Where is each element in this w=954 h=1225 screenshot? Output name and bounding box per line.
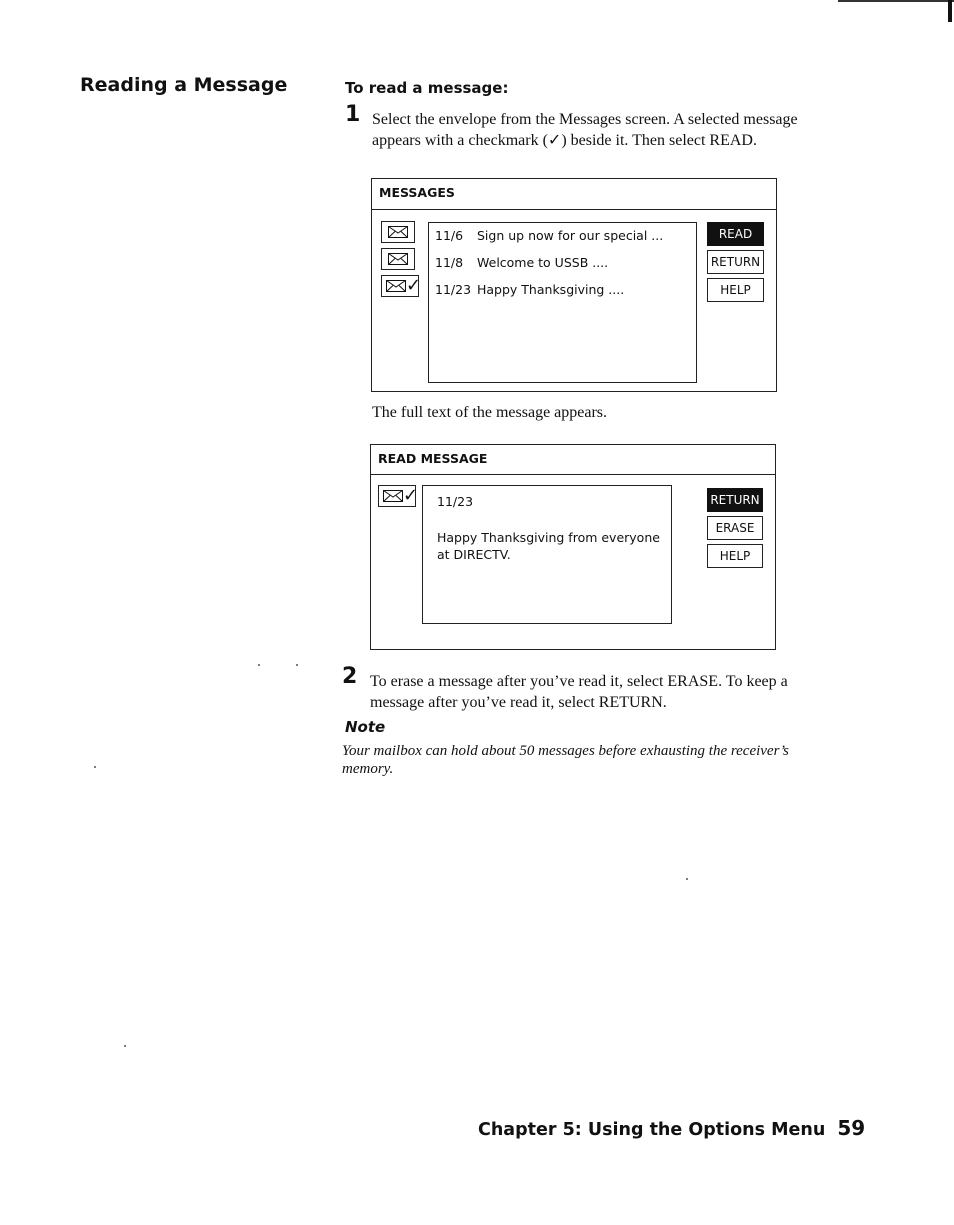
note-text: Your mailbox can hold about 50 messages before exhausting the receiver’s memory. xyxy=(342,743,789,777)
message-body-line-1: Happy Thanksgiving from everyone xyxy=(437,530,660,545)
message-envelope-2[interactable] xyxy=(381,248,415,270)
message-body-box xyxy=(422,485,672,624)
envelope-icon xyxy=(388,253,408,265)
step-1-text: Select the envelope from the Messages screen. A selected message appears with a checkmark (✓) beside it. Then select READ. xyxy=(372,111,798,149)
envelope-icon xyxy=(386,280,406,292)
erase-button[interactable]: ERASE xyxy=(707,516,763,540)
message-subject: Welcome to USSB .... xyxy=(477,255,609,270)
message-subject: Sign up now for our special ... xyxy=(477,228,664,243)
message-body-line-2: at DIRECTV. xyxy=(437,547,511,562)
page-footer xyxy=(478,1116,865,1140)
messages-screen-title: MESSAGES xyxy=(379,185,455,200)
help-button[interactable]: HELP xyxy=(707,278,764,302)
procedure-title: To read a message: xyxy=(345,79,509,97)
return-button[interactable]: RETURN xyxy=(707,250,764,274)
scan-speck xyxy=(124,1045,126,1047)
message-row-2[interactable] xyxy=(435,255,608,270)
read-button[interactable]: READ xyxy=(707,222,764,246)
full-text-caption: The full text of the message appears. xyxy=(372,404,608,421)
message-date: 11/6 xyxy=(435,228,464,243)
message-envelope-1[interactable] xyxy=(381,221,415,243)
message-row-3[interactable] xyxy=(435,282,624,297)
message-date: 11/8 xyxy=(435,255,464,270)
step-2-text: To erase a message after you’ve read it, select ERASE. To keep a message after you’ve read it, select RETURN. xyxy=(370,673,788,711)
help-button[interactable]: HELP xyxy=(707,544,763,568)
scan-speck xyxy=(296,664,298,666)
section-title: Reading a Message xyxy=(80,74,288,96)
read-screen-divider xyxy=(371,474,775,475)
read-screen-title: READ MESSAGE xyxy=(378,451,488,466)
checkmark-icon: ✓ xyxy=(403,485,419,506)
note-label: Note xyxy=(345,718,386,736)
messages-screen xyxy=(371,178,777,392)
page-edge-mark xyxy=(948,0,952,22)
page-edge-rule xyxy=(838,0,954,2)
message-subject: Happy Thanksgiving .... xyxy=(477,282,625,297)
message-envelope-3-selected[interactable] xyxy=(381,275,422,297)
chapter-title: Chapter 5: Using the Options Menu xyxy=(478,1120,826,1140)
messages-screen-divider xyxy=(372,209,776,210)
step-2-number: 2 xyxy=(342,664,358,689)
message-date: 11/23 xyxy=(435,282,472,297)
scan-speck xyxy=(258,664,260,666)
message-row-1[interactable] xyxy=(435,228,663,243)
step-1-number: 1 xyxy=(345,102,361,127)
checkmark-icon: ✓ xyxy=(406,275,422,296)
return-button[interactable]: RETURN xyxy=(707,488,763,512)
envelope-icon xyxy=(383,490,403,502)
scan-speck xyxy=(94,766,96,768)
message-date: 11/23 xyxy=(437,494,474,509)
scan-speck xyxy=(686,878,688,880)
read-message-envelope xyxy=(378,485,419,507)
envelope-icon xyxy=(388,226,408,238)
message-list xyxy=(428,222,697,383)
page-number: 59 xyxy=(837,1116,866,1140)
read-message-screen xyxy=(370,444,776,650)
